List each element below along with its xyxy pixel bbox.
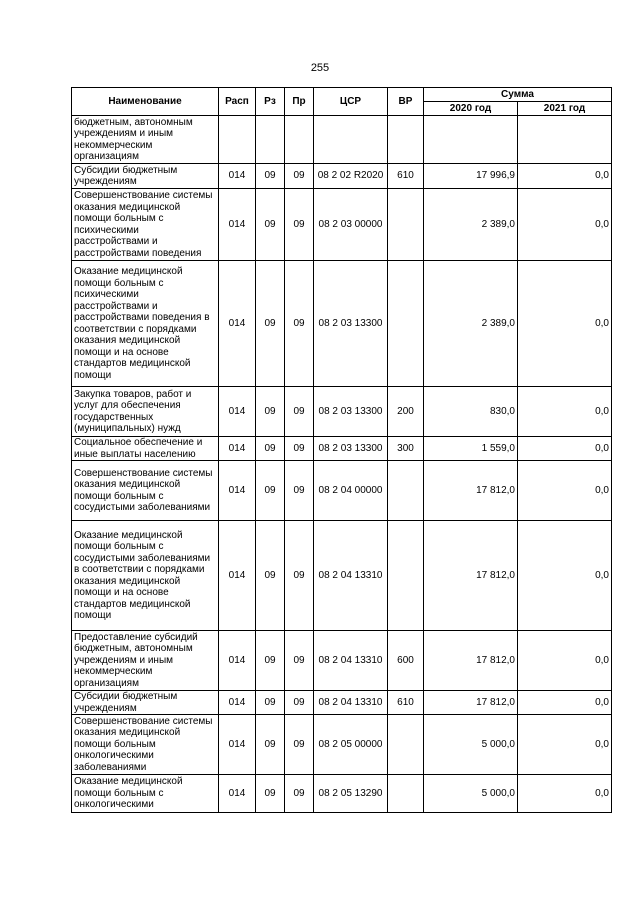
row-pr-cell: 09	[285, 691, 314, 715]
row-rasp-cell: 014	[219, 461, 256, 521]
row-rasp-cell	[219, 116, 256, 164]
row-sum-2020-cell: 17 812,0	[424, 691, 518, 715]
table-row	[72, 261, 612, 387]
row-name-cell: Социальное обеспечение и иные выплаты населению	[72, 437, 219, 461]
row-sum-2021-cell: 0,0	[518, 164, 612, 189]
row-rasp-cell: 014	[219, 164, 256, 189]
row-name-cell: Субсидии бюджетным учреждениям	[72, 164, 219, 189]
row-name-cell: Закупка товаров, работ и услуг для обеспечения государственных (муниципальных) нужд	[72, 387, 219, 437]
row-vr-cell: 600	[388, 631, 424, 691]
row-name-cell: бюджетным, автономным учреждениям и иным некоммерческим организациям	[72, 116, 219, 164]
header-pr: Пр	[285, 88, 314, 116]
row-name-cell: Совершенствование системы оказания медицинской помощи больным онкологическими заболеваниями	[72, 715, 219, 775]
row-name-cell: Оказание медицинской помощи больным с онкологическими	[72, 775, 219, 813]
row-rasp-cell: 014	[219, 691, 256, 715]
row-rz-cell: 09	[256, 261, 285, 387]
row-rasp-cell: 014	[219, 189, 256, 261]
row-rasp-cell: 014	[219, 631, 256, 691]
row-csr-cell: 08 2 03 13300	[314, 437, 388, 461]
header-rasp: Расп	[219, 88, 256, 116]
row-name-cell: Совершенствование системы оказания медицинской помощи больным с сосудистыми заболеваниями	[72, 461, 219, 521]
row-vr-cell: 200	[388, 387, 424, 437]
row-csr-cell: 08 2 04 13310	[314, 521, 388, 631]
row-vr-cell	[388, 461, 424, 521]
table-row	[72, 521, 612, 631]
row-vr-cell	[388, 521, 424, 631]
row-csr-cell: 08 2 05 13290	[314, 775, 388, 813]
table-row	[72, 631, 612, 691]
header-rz: Рз	[256, 88, 285, 116]
row-rz-cell: 09	[256, 437, 285, 461]
header-vr: ВР	[388, 88, 424, 116]
row-pr-cell: 09	[285, 715, 314, 775]
row-sum-2020-cell: 5 000,0	[424, 775, 518, 813]
row-rz-cell: 09	[256, 164, 285, 189]
table-row	[72, 775, 612, 813]
header-csr: ЦСР	[314, 88, 388, 116]
row-vr-cell	[388, 116, 424, 164]
header-year-2020: 2020 год	[424, 102, 518, 116]
row-csr-cell: 08 2 05 00000	[314, 715, 388, 775]
row-vr-cell: 610	[388, 691, 424, 715]
row-csr-cell	[314, 116, 388, 164]
row-sum-2020-cell	[424, 116, 518, 164]
table-row	[72, 437, 612, 461]
row-rz-cell: 09	[256, 387, 285, 437]
row-csr-cell: 08 2 03 00000	[314, 189, 388, 261]
row-pr-cell: 09	[285, 437, 314, 461]
row-rz-cell: 09	[256, 461, 285, 521]
row-sum-2021-cell: 0,0	[518, 189, 612, 261]
row-vr-cell	[388, 189, 424, 261]
row-vr-cell: 300	[388, 437, 424, 461]
row-csr-cell: 08 2 03 13300	[314, 261, 388, 387]
row-sum-2020-cell: 17 812,0	[424, 521, 518, 631]
row-pr-cell: 09	[285, 164, 314, 189]
row-sum-2021-cell: 0,0	[518, 437, 612, 461]
row-sum-2021-cell: 0,0	[518, 715, 612, 775]
row-pr-cell: 09	[285, 261, 314, 387]
row-name-cell: Совершенствование системы оказания медицинской помощи больным с психическими расстройствами и расстройствами поведения	[72, 189, 219, 261]
row-sum-2020-cell: 830,0	[424, 387, 518, 437]
row-pr-cell: 09	[285, 189, 314, 261]
page-number: 255	[310, 62, 330, 74]
row-sum-2021-cell: 0,0	[518, 261, 612, 387]
row-sum-2020-cell: 17 812,0	[424, 631, 518, 691]
row-name-cell: Субсидии бюджетным учреждениям	[72, 691, 219, 715]
row-sum-2021-cell	[518, 116, 612, 164]
row-sum-2021-cell: 0,0	[518, 521, 612, 631]
row-rz-cell	[256, 116, 285, 164]
row-name-cell: Оказание медицинской помощи больным с психическими расстройствами и расстройствами поведения в соответствии с порядками оказания медицинской помощи и на основе стандартов медицинской помощи	[72, 261, 219, 387]
row-vr-cell	[388, 261, 424, 387]
row-vr-cell	[388, 715, 424, 775]
row-vr-cell: 610	[388, 164, 424, 189]
row-name-cell: Оказание медицинской помощи больным с сосудистыми заболеваниями в соответствии с порядками оказания медицинской помощи и на основе стандартов медицинской помощи	[72, 521, 219, 631]
table-row	[72, 461, 612, 521]
row-sum-2020-cell: 2 389,0	[424, 189, 518, 261]
header-sum: Сумма	[424, 88, 612, 102]
row-pr-cell: 09	[285, 521, 314, 631]
row-rz-cell: 09	[256, 715, 285, 775]
table-row	[72, 116, 612, 164]
row-sum-2021-cell: 0,0	[518, 387, 612, 437]
row-rasp-cell: 014	[219, 775, 256, 813]
row-sum-2020-cell: 5 000,0	[424, 715, 518, 775]
row-csr-cell: 08 2 04 00000	[314, 461, 388, 521]
row-pr-cell: 09	[285, 775, 314, 813]
row-sum-2021-cell: 0,0	[518, 461, 612, 521]
row-rz-cell: 09	[256, 521, 285, 631]
row-rz-cell: 09	[256, 189, 285, 261]
row-csr-cell: 08 2 04 13310	[314, 691, 388, 715]
header-year-2021: 2021 год	[518, 102, 612, 116]
row-pr-cell: 09	[285, 387, 314, 437]
row-rz-cell: 09	[256, 691, 285, 715]
row-rasp-cell: 014	[219, 715, 256, 775]
row-rasp-cell: 014	[219, 261, 256, 387]
row-sum-2020-cell: 1 559,0	[424, 437, 518, 461]
table-body	[72, 116, 612, 813]
budget-table	[71, 87, 612, 813]
row-vr-cell	[388, 775, 424, 813]
row-rasp-cell: 014	[219, 437, 256, 461]
row-rz-cell: 09	[256, 631, 285, 691]
row-csr-cell: 08 2 03 13300	[314, 387, 388, 437]
row-sum-2020-cell: 17 996,9	[424, 164, 518, 189]
row-sum-2021-cell: 0,0	[518, 775, 612, 813]
row-pr-cell: 09	[285, 631, 314, 691]
row-sum-2020-cell: 2 389,0	[424, 261, 518, 387]
header-name: Наименование	[72, 88, 219, 116]
table-row	[72, 164, 612, 189]
row-pr-cell	[285, 116, 314, 164]
row-sum-2020-cell: 17 812,0	[424, 461, 518, 521]
table-row	[72, 387, 612, 437]
row-name-cell: Предоставление субсидий бюджетным, автономным учреждениям и иным некоммерческим организациям	[72, 631, 219, 691]
row-csr-cell: 08 2 02 R2020	[314, 164, 388, 189]
table-row	[72, 691, 612, 715]
row-pr-cell: 09	[285, 461, 314, 521]
table-row	[72, 715, 612, 775]
table-row	[72, 189, 612, 261]
row-sum-2021-cell: 0,0	[518, 631, 612, 691]
row-rasp-cell: 014	[219, 387, 256, 437]
row-rasp-cell: 014	[219, 521, 256, 631]
row-csr-cell: 08 2 04 13310	[314, 631, 388, 691]
row-sum-2021-cell: 0,0	[518, 691, 612, 715]
row-rz-cell: 09	[256, 775, 285, 813]
